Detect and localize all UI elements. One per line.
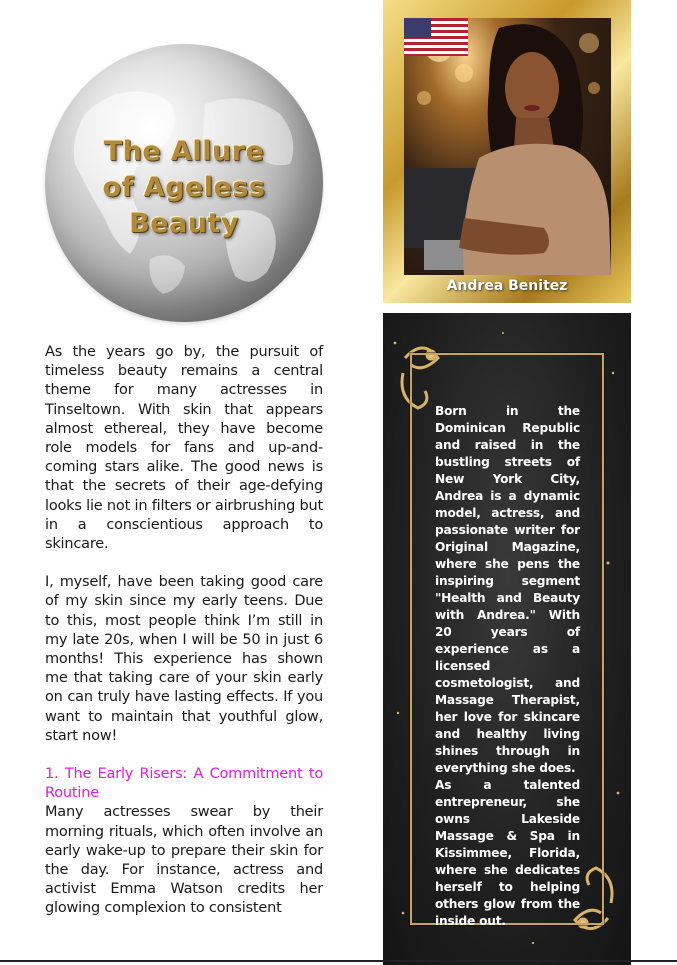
author-bio-panel [383,313,631,965]
article-paragraph-2: I, myself, have been taking good care of my skin since my early teens. Due to this, most people think I’m still in my late 20s, when I will be 50 in just 6 months! This experience has shown me that taking care of your skin early on can truly have lasting effects. If you want to maintain that youthful glow, start now! [45,574,323,744]
article-paragraph-3: Many actresses swear by their morning rituals, which often involve an early wake-up to prepare their skin for the day. For instance, actress and activist Emma Watson credits her glowing complexion to consistent [45,804,323,917]
bio-paragraph-2: As a talented entrepreneur, she owns Lakeside Massage & Spa in Kissimmee, Florida, where she dedicates herself to helping others glow from the inside out. [435,778,580,928]
bio-text [435,403,580,930]
section-heading-1: 1. The Early Risers: A Commitment to Routine [45,766,323,802]
article-paragraph-1: As the years go by, the pursuit of timeless beauty remains a central theme for many actresses in Tinseltown. With skin that appears almost ethereal, they have become role models for fans and up-and-coming stars alike. The good news is that the secrets of their age-defying looks lie not in filters or airbrushing but in a conscientious approach to skincare. [45,344,323,553]
author-name: Andrea Benitez [446,278,568,294]
page-bottom-rule [0,960,677,962]
article-body [45,343,323,919]
globe-title-graphic [45,44,323,322]
author-photo-card [383,0,631,303]
bio-paragraph-1: Born in the Dominican Republic and raised in the bustling streets of New York City, Andrea is a dynamic model, actress, and passionate writer for Original Magazine, where she pens the inspiring segment "Health and Beauty with Andrea." With 20 years of experience as a licensed cosmetologist, and Massage Therapist, her love for skincare and healthy living shines through in everything she does. [435,404,580,775]
portrait-illustration [404,18,611,275]
title-line-1: The Allure [103,136,265,167]
us-flag-icon [404,18,468,56]
article-title [45,134,323,242]
title-line-2: of Ageless [102,172,266,203]
author-photo [404,18,611,275]
title-line-3: Beauty [129,208,239,239]
